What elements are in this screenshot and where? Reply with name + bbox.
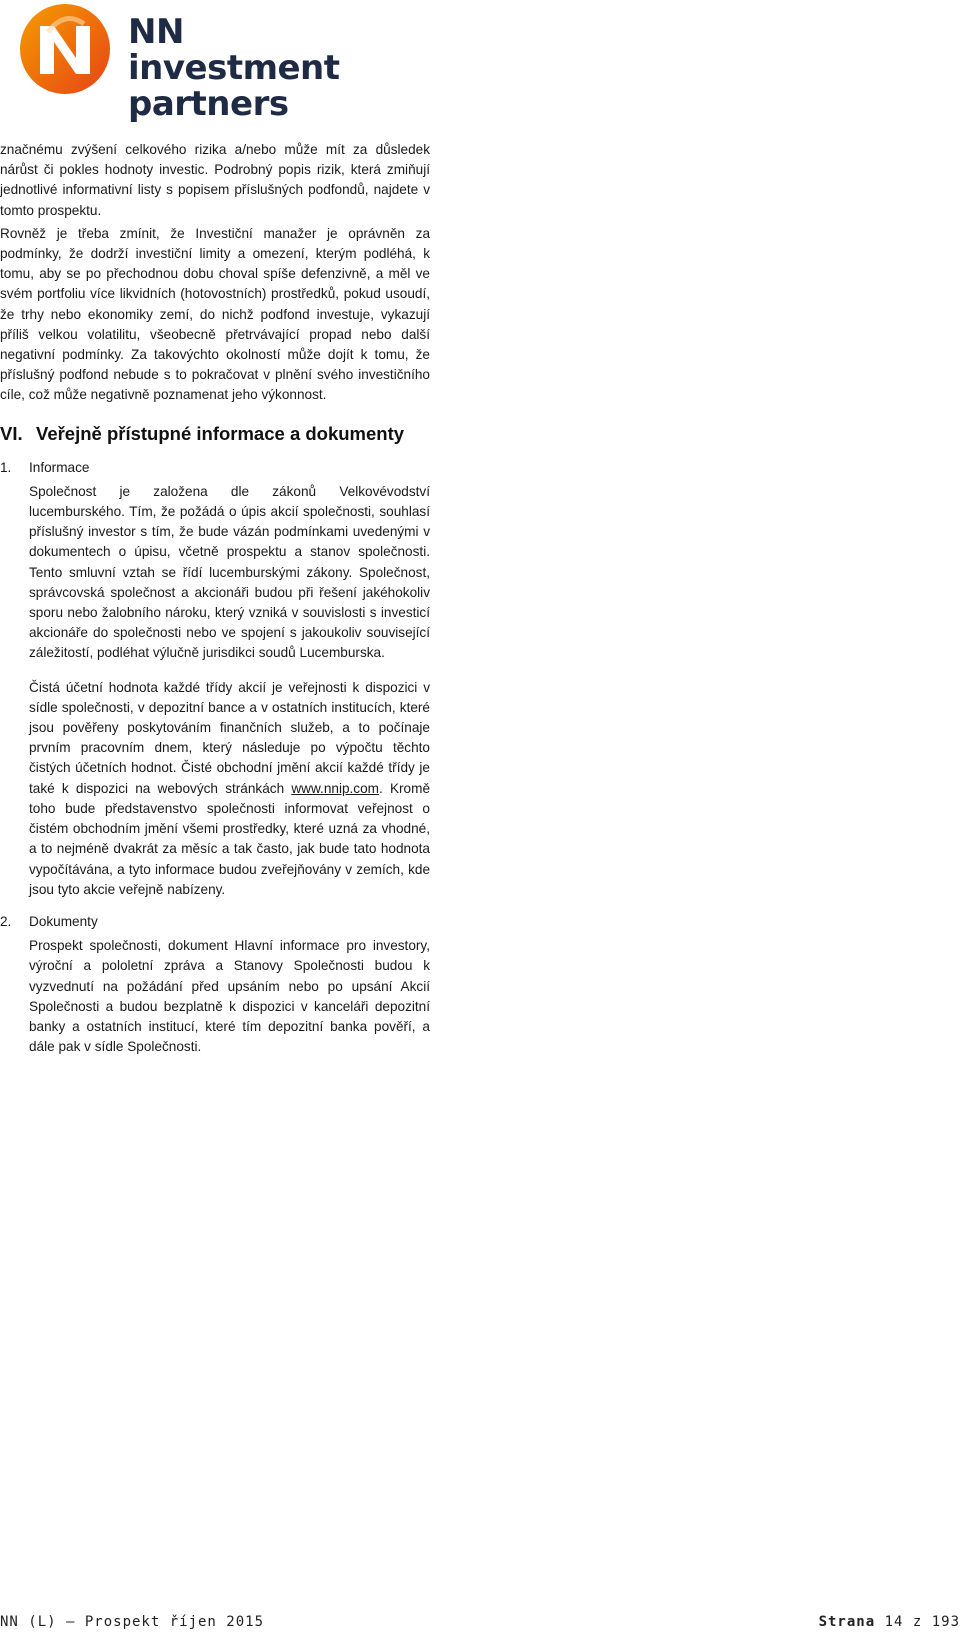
footer-page-label: Strana [818,1614,876,1630]
brand-line-1: NN investment [128,12,340,88]
section-heading [0,422,430,446]
footer-document-title: NN (L) – Prospekt říjen 2015 [0,1614,265,1630]
information-paragraph-2-start: Čistá účetní hodnota každé třídy akcií je veřejnosti k dispozici v sídle společnosti, v depozitní bance a v ostatních institucích, které jsou pověřeny poskytováním finančních služeb, a to počínaje prvním pracovním dnem, který následuje po výpočtu těchto čistých účetních hodnot. Čisté obchodní jmění akcií každé třídy je také k dispozici na webových stránkách [29,679,430,796]
information-block [0,482,430,900]
risk-paragraph: Rovněž je třeba zmínit, že Investiční manažer je oprávněn za podmínky, že dodrží investiční limity a omezení, kterým podléhá, k tomu, aby se po přechodnou dobu choval spíše defenzivně, a měl ve svém portfoliu více likvidních (hotovostních) prostředků, pokud usoudí, že trhy nebo ekonomiky zemí, do nichž podfond investuje, vykazují příliš velkou volatilitu, všeobecně přetrvávající propad nebo další negativní podmínky. Za takovýchto okolností může dojít k tomu, že příslušný podfond nebude s to pokračovat v plnění svého investičního cíle, což může negativně poznamenat jeho výkonnost. [0,225,430,403]
nn-logo-icon [18,2,112,96]
footer-page-count: 14 z 193 [875,1614,960,1630]
sub-heading-information [0,458,430,478]
section-title: Veřejně přístupné informace a dokumenty [36,422,405,444]
information-paragraph-1: Společnost je založena dle zákonů Velkovévodství lucemburského. Tím, že požádá o úpis akcií společnosti, souhlasí příslušný investor s tím, že bude vázán podmínkami uvedenými v dokumentech o úpisu, včetně prospektu a stanov společnosti. Tento smluvní vztah se řídí lucemburskými zákony. Společnost, správcovská společnost a akcionáři budou při řešení jakéhokoliv sporu nebo žalobního nároku, který vzniká v souvislosti s investicí akcionáře do společnosti nebo ve spojení s jakoukoliv související záležitostí, podléhat výlučně jurisdikci soudů Lucemburska. [29,483,430,661]
document-body [0,140,430,1057]
sub-number-2: 2. [0,913,12,929]
section-number: VI. [0,422,23,444]
sub-number-1: 1. [0,459,12,475]
documents-paragraph-1: Prospekt společnosti, dokument Hlavní informace pro investory, výroční a pololetní zpráva a Stanovy Společnosti budou k vyzvednutí na požádání před upsáním nebo po upsání Akcií Společnosti a budou bezplatně k dispozici v kanceláři depozitní banky a ostatních institucí, které tím depozitní banka pověří, a dále pak v sídle Společnosti. [29,938,430,1055]
intro-paragraph: značnému zvýšení celkového rizika a/nebo může mít za důsledek nárůst či pokles hodnoty investic. Podrobný popis rizik, která zmiňují jednotlivé informativní listy s popisem příslušných podfondů, najdete v tomto prospektu. [0,142,430,218]
information-paragraph-2 [29,678,430,900]
brand-wordmark [128,14,358,122]
nnip-website-link[interactable]: www.nnip.com [291,780,379,796]
sub-heading-documents [0,912,430,932]
sub-title-2: Dokumenty [29,913,98,929]
brand-logo [18,2,358,124]
information-paragraph-2-end: . Kromě toho bude představenstvo společnosti informovat veřejnost o čistém obchodním jmění všemi prostředky, které uzná za vhodné, a to nejméně dvakrát za měsíc a tak často, jak bude tato hodnota vypočítávána, a tyto informace budou zveřejňovány v zemích, kde jsou tyto akcie veřejně nabízeny. [29,780,430,897]
sub-title-1: Informace [29,459,90,475]
footer-page-number [819,1614,960,1630]
brand-line-2: partners [128,84,289,124]
documents-block [0,936,430,1057]
page-footer [0,1614,960,1636]
